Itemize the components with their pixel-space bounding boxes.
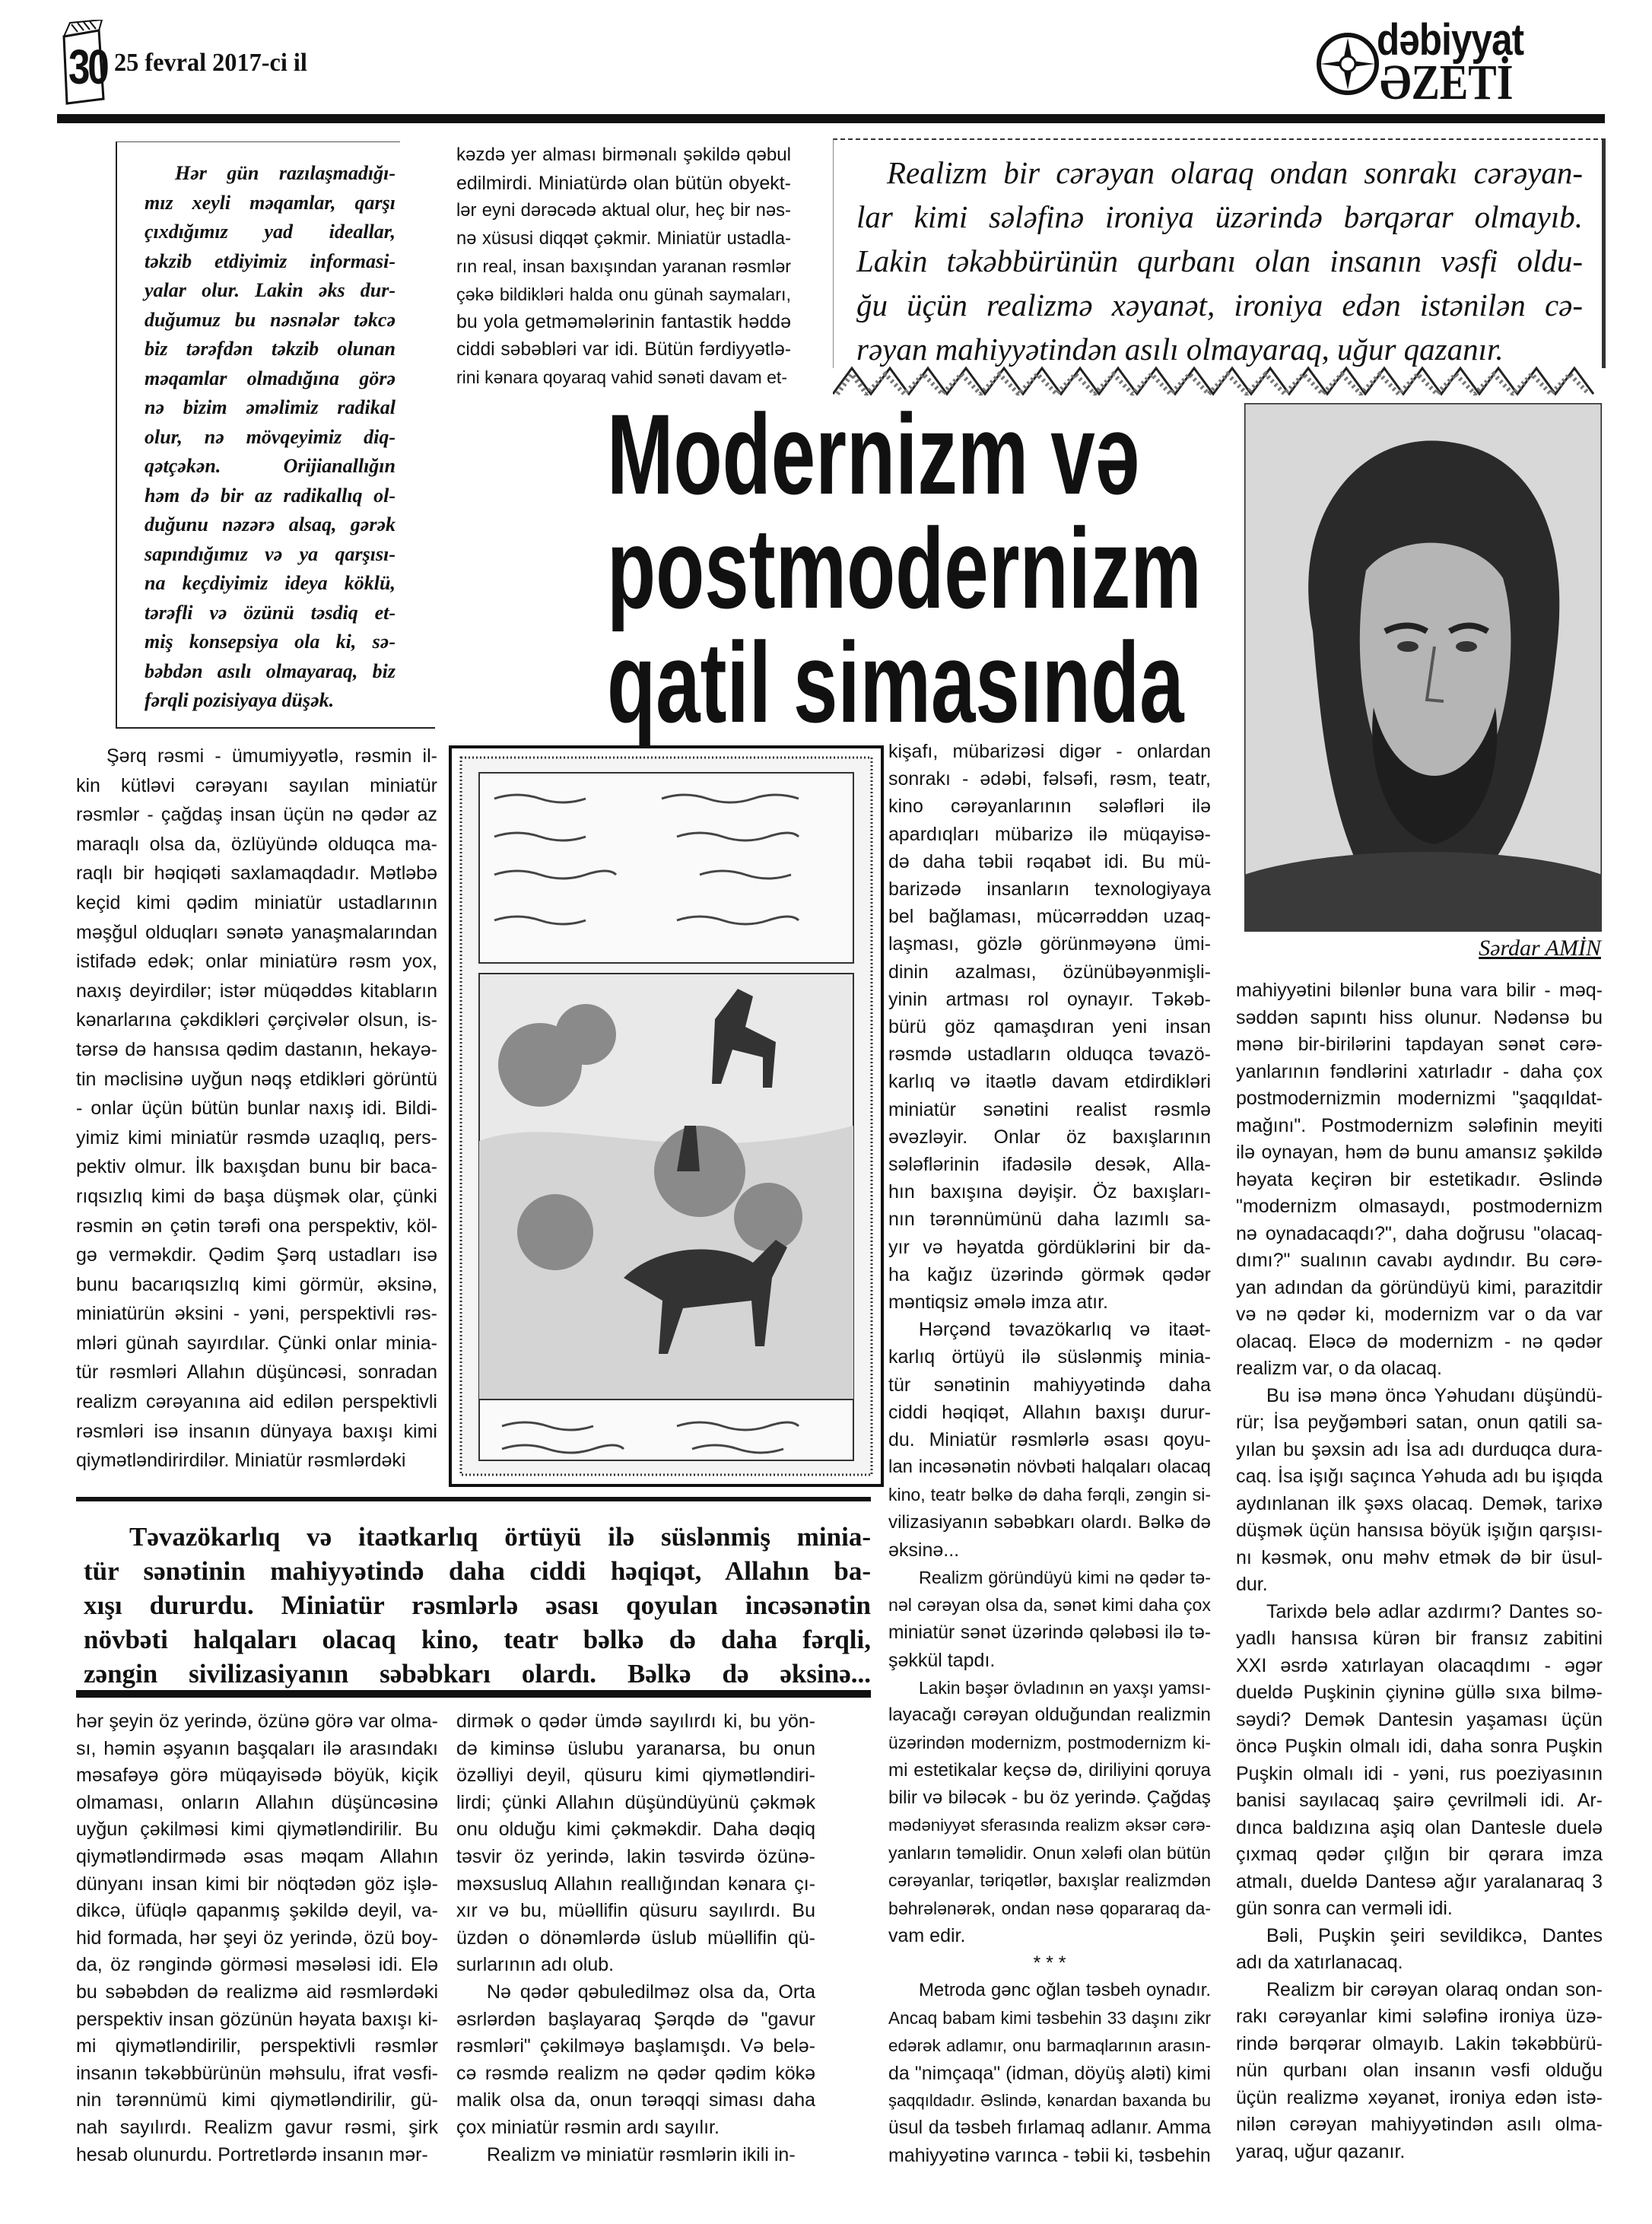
author-photo: [1244, 403, 1602, 932]
text-line: yan adından da göründüyü kimi, parazitdir: [1236, 1276, 1603, 1298]
text-line: hid formada, hər şeyi öz yerində, özü boy-: [76, 1927, 438, 1949]
text-line: nün qurbanı olan insanın vəsfi olduğu: [1236, 2060, 1603, 2081]
text-line: olmaması, onların Allahın düşüncəsinə: [76, 1791, 438, 1813]
text-line: nə oynadacaqdı?", daha doğrusu "olacaq-: [1236, 1222, 1603, 1244]
text-line: kino cərəyanlarının sələfləri ilə: [888, 796, 1211, 818]
text-line: mədəniyyət sferasında realizm əksər cərə-: [888, 1815, 1211, 1835]
pull-quote-text: [856, 151, 1583, 371]
text-line: qiymətləndirmədə əsas məqam Allahın: [76, 1845, 438, 1867]
text-line: * * *: [1033, 1952, 1066, 1974]
text-line: atmalı, dueldə Dantesə ağır yaralanaraq 3: [1236, 1870, 1603, 1892]
text-line: aydınlanan ilk şəxs olacaq. Demək, tarixə: [1236, 1492, 1603, 1514]
paragraph: [1236, 977, 1603, 1383]
text-line: kin kütləvi cərəyanı sayılan miniatür: [76, 774, 437, 796]
text-line: raqlı bir həqiqəti saxlamaqdadır. Mətləbə: [76, 863, 437, 885]
text-line: nı kəsmək, onu məhv etmək də bir üsul-: [1236, 1546, 1603, 1568]
highlight-quote: [84, 1520, 871, 1691]
text-line: də kiminsə üslubu yaranarsa, bu onun: [456, 1737, 815, 1759]
paragraph: [1236, 1923, 1603, 1977]
headline-line: Modernizm və: [607, 390, 1140, 518]
paragraph: [1236, 1977, 1603, 2166]
sidebar-quote-text: [145, 159, 396, 716]
text-line: Realizm bir cərəyan olaraq ondan son-: [1266, 1978, 1603, 2000]
text-line: barizədə insanların texnologiyaya: [888, 878, 1211, 901]
text-line: Bəli, Puşkin şeiri sevildikcə, Dantes: [1266, 1924, 1603, 1946]
text-line: lər eyni dərəcədə aktual olur, heç bir nəs-: [456, 200, 791, 221]
text-line: olacaq. Eləcə də modernizm - nə qədər: [1236, 1330, 1603, 1352]
paragraph: [888, 738, 1211, 1316]
text-line: Puşkin olmalı idi - yəni, rus poeziyasının: [1236, 1762, 1603, 1784]
text-line: yanlarının fəndlərini xatırladır - daha çox: [1236, 1060, 1603, 1082]
issue-date: 25 fevral 2017-ci il: [114, 49, 307, 77]
text-line: təsvir öz yerində, lakin təsvirdə özünə-: [456, 1845, 815, 1867]
text-line: Bu isə mənə öncə Yəhudanı düşündü-: [1266, 1384, 1603, 1406]
text-line: dünyanı insan kimi bir nöqtədən göz işlə-: [76, 1873, 438, 1895]
text-line: yanların təməlidir. Onun xələfi olan bütün: [888, 1843, 1211, 1863]
text-line: Hər gün razılaşmadığı-: [175, 162, 396, 184]
text-line: keçid kimi qədim miniatür ustadlarının: [76, 891, 437, 913]
text-line: Metroda gənc oğlan təsbeh oynadır.: [919, 1980, 1211, 2001]
text-line: tərsə də hansısa qədim dastanın, hekayə-: [76, 1038, 437, 1060]
quote-top-rule: [76, 1497, 871, 1501]
paragraph: [856, 151, 1583, 371]
page-number-badge: [59, 20, 108, 105]
text-line: mləri günah sayırdılar. Çünki onlar minia-: [76, 1332, 437, 1354]
text-line: Lakin bəşər övladının ən yaxşı yamsı-: [919, 1677, 1211, 1698]
text-line: nə bizim əməlimiz radikal: [145, 396, 396, 418]
text-line: Nə qədər qəbuledilməz olsa da, Orta: [487, 1981, 815, 2003]
text-line: növbəti halqaları olacaq kino, teatr bəlkə də daha fərqli,: [84, 1625, 871, 1654]
text-line: mahiyyətinə varınca - təbii ki, təsbehin: [888, 2145, 1211, 2167]
text-line: tin məclisinə uyğun nəqş etdikləri görüntü: [76, 1068, 437, 1090]
text-line: - onlar üçün bütün bunlar naxış idi. Bildi-: [76, 1098, 437, 1120]
text-line: özəlliyi deyil, qüsuru kimi qiymətləndiri-: [456, 1765, 815, 1787]
text-line: Tarixdə belə adlar azdırmı? Dantes so-: [1266, 1600, 1603, 1622]
text-line: lirdi; çünki Allahın düşündüyünü çəkmək: [456, 1791, 815, 1813]
text-line: tür rəsmləri Allahın düşüncəsi, sonradan: [76, 1361, 437, 1384]
text-line: du. Miniatür rəsmlərlə əsası qoyu-: [888, 1429, 1211, 1451]
newspaper-logo: [1310, 15, 1606, 110]
header-rule: [57, 114, 1605, 123]
text-line: rıqsızlıq kimi də başa düşmək olar, çünki: [76, 1185, 437, 1207]
text-line: üzərindən modernizm, postmodernizm ki-: [888, 1733, 1211, 1753]
text-line: da "nimçaqa" (idman, döyüş aləti) kimi: [888, 2062, 1211, 2084]
text-line: biz tərəfdən təkzib olunan: [145, 338, 396, 360]
text-line: rəsmlər - çağdaş insan üçün nə qədər az: [76, 804, 437, 826]
text-line: istifadə edək; onlar miniatürə rəsm yox,: [76, 951, 437, 973]
text-line: adı da xatırlanacaq.: [1236, 1952, 1403, 1973]
text-line: miniatür sənət üzərində qələbəsi ilə tə-: [888, 1622, 1211, 1643]
text-line: rın real, insan baxışından yaranan rəsmlər: [456, 256, 791, 276]
text-line: məxsusluq Allahın reallığından kənara çı-: [456, 1873, 815, 1895]
paragraph: [76, 742, 437, 1476]
text-line: vilizasiyanın səbəbkarı olardı. Bəlkə də: [888, 1511, 1211, 1533]
text-line: kino, teatr bəlkə də daha fərqli, zəngin si-: [888, 1485, 1211, 1505]
text-line: nah sayılırdı. Realizm gavur rəsmi, şirk: [76, 2116, 438, 2138]
paragraph: [888, 1977, 1211, 2169]
text-line: dımı?" sualının cavabı aydındır. Bu cərə-: [1236, 1250, 1603, 1271]
text-line: bəhrələnərək, ondan nəsə qopararaq da-: [888, 1898, 1211, 1918]
text-line: da, öz rəngində görməsi məsələsi idi. Elə: [76, 1954, 438, 1976]
text-line: bəbdən asılı olmayaraq, biz: [145, 659, 396, 682]
page-number: 30: [68, 40, 107, 94]
text-line: duğunu nəzərə alsaq, gərək: [145, 513, 396, 535]
text-line: bel bağlaması, mücərrəddən uzaq-: [888, 906, 1211, 928]
paragraph: [76, 1708, 438, 2168]
text-line: zəngin sivilizasiyanın səbəbkarı olardı. Bəlkə də əksinə...: [84, 1659, 871, 1689]
text-line: əvəzləyir. Onlar öz baxışlarının: [888, 1126, 1211, 1148]
text-line: mi estetikalar keçsə də, diriliyini qoruya: [888, 1759, 1211, 1781]
text-line: həyata keçirən bir estetikadır. Əslində: [1236, 1168, 1603, 1190]
paragraph: [1236, 1383, 1603, 1599]
text-line: şaqqıldadır. Əslində, kənardan baxanda bu: [888, 2090, 1211, 2110]
text-line: yinin artması rol oynayır. Təkəb-: [888, 988, 1211, 1010]
paragraph: [1236, 1599, 1603, 1923]
text-line: əksinə...: [888, 1539, 960, 1561]
text-line: mənə bir-birilərini tapdayan sənət cərə-: [1236, 1034, 1603, 1055]
text-line: Hərçənd təvazökarlıq və itaət-: [919, 1319, 1211, 1341]
text-line: ha kağız üzərində görmək qədər: [888, 1263, 1211, 1285]
text-line: realizm var, o da olacaq.: [1236, 1358, 1442, 1379]
text-line: kişafı, mübarizəsi digər - onlardan: [888, 741, 1211, 762]
text-line: yır və həyatda gördüklərini bir da-: [888, 1236, 1211, 1258]
text-line: ilə oynayan, həm də bunu amansız şəkildə: [1236, 1142, 1603, 1163]
text-line: çıxmaq qədər çılğın bir qərara imza: [1236, 1844, 1603, 1865]
logo-word-top: dəbiyyat: [1377, 15, 1524, 65]
text-line: də daha təbii rəqabət idi. Bu mü-: [888, 850, 1211, 872]
text-line: mız xeyli məqamlar, qarşı: [145, 191, 396, 214]
text-line: miş konsepsiya ola ki, sə-: [145, 631, 396, 653]
text-line: hər şeyin öz yerində, özünə görə var olma-: [76, 1711, 438, 1732]
text-line: Realizm və miniatür rəsmlərin ikili in-: [487, 2143, 796, 2165]
text-line: cərəyanlar, təriqətlər, baxışlar realizmdən: [888, 1870, 1211, 1891]
text-line: sonrakı - ədəbi, fəlsəfi, rəsm, teatr,: [888, 768, 1211, 790]
text-line: qətçəkən. Orijianallığın: [145, 455, 396, 477]
text-line: rəsmin ən çətin tərəfi ona perspektiv, köl-: [76, 1215, 437, 1237]
text-line: Təvazökarlıq və itaətkarlıq örtüyü ilə süslənmiş minia-: [129, 1522, 871, 1552]
text-line: tür sənətinin mahiyyətində daha ciddi həqiqət, Allahın ba-: [84, 1556, 871, 1586]
text-line: rində bərqərar olmayıb. Lakin təkəbbürü-: [1236, 2032, 1603, 2054]
article-column-left: [76, 742, 437, 1476]
text-line: bürü göz qamaşdıran yeni insan: [888, 1016, 1211, 1038]
pull-quote-box: [833, 138, 1606, 368]
text-line: dınca baldızına aşiq olan Dantesle duelə: [1236, 1816, 1603, 1838]
text-line: ğu üçün realizmə xəyanət, ironiya edən istənilən cə-: [856, 288, 1583, 322]
text-line: fərqli pozisiyaya düşək.: [145, 689, 335, 711]
text-line: gün sonra can verməli idi.: [1236, 1898, 1453, 1919]
text-line: karlıq və itaətlə davam etdirdikləri: [888, 1071, 1211, 1093]
paragraph: [456, 1708, 815, 1979]
text-line: məşğul olduqları sənətə yanaşmalarından: [76, 921, 437, 943]
text-line: XXI əsrdə xatırlayan olacaqdımı - əgər: [1236, 1654, 1603, 1676]
text-line: yadlı hansısa kürən bir fransız zabitini: [1236, 1628, 1603, 1649]
text-line: tərəfli və özünü təsdiq et-: [145, 601, 396, 624]
text-line: əsrlərdən başlayaraq Şərqdə də "gavur: [456, 2008, 815, 2030]
text-line: sələflərinin ifadəsilə desək, Alla-: [888, 1154, 1211, 1176]
text-line: Ancaq babam kimi təsbehin 33 daşını zikr: [888, 2008, 1211, 2029]
text-line: rür; İsa peyğəmbəri satan, onun qatili sa-: [1236, 1412, 1603, 1433]
text-line: rakı cərəyanlar kimi sələfinə ironiya üzə-: [1236, 2006, 1603, 2027]
text-line: məqamlar olmadığına görə: [145, 367, 396, 389]
text-line: yimiz kimi miniatür rəsmdə uzaqlıq, pers-: [76, 1126, 437, 1149]
text-line: "modernizm olmasaydı, postmodernizm: [1236, 1196, 1603, 1217]
text-line: tür sənətinin mahiyyətində daha: [888, 1374, 1211, 1396]
text-line: onu olduğu kimi çəkməkdir. Daha dəqiq: [456, 1819, 815, 1841]
sidebar-divider: [116, 727, 435, 729]
text-line: insanın təkəbbürünün məhsulu, ifrat vəsfi-: [76, 2062, 438, 2084]
miniature-painting: [449, 745, 884, 1487]
text-line: lan incəsənətin növbəti halqaları olacaq: [888, 1457, 1211, 1478]
text-line: apardıqları mübarizə ilə müqayisə-: [888, 823, 1211, 845]
text-line: surlarının adı olub.: [456, 1954, 615, 1976]
text-line: çəkə bildikləri halda onu günah saymaları,: [456, 284, 791, 304]
text-line: bu səbəbdən də realizmə aid rəsmlərdəki: [76, 1981, 438, 2003]
quote-bottom-rule: [76, 1690, 871, 1698]
paragraph: [888, 1316, 1211, 1564]
paragraph: [456, 141, 791, 392]
text-line: rini kənara qoyaraq vahid sənəti davam et-: [456, 367, 787, 387]
article-column-top: [456, 141, 791, 392]
text-line: gə verməkdir. Qədim Şərq ustadları isə: [76, 1244, 437, 1266]
text-line: mahiyyətini bilənlər buna vara bilir - məq-: [1236, 980, 1603, 1001]
text-line: sapındığımız və ya qarşısı-: [145, 542, 396, 565]
text-line: xır və bu, müəllifin qüsuru sayılırdı. Bu: [456, 1900, 815, 1922]
text-line: rəsmdə ustadların olduqca təvazö-: [888, 1044, 1211, 1066]
text-line: postmodernizmin modernizmi "şaqqıldat-: [1236, 1088, 1603, 1109]
text-line: mağını". Postmodernizm sələfinin meyiti: [1236, 1114, 1603, 1136]
text-line: yaraq, uğur qazanır.: [1236, 2140, 1406, 2162]
text-line: maraqlı olsa da, özlüyündə olduqca ma-: [76, 833, 437, 855]
text-line: Lakin təkəbbürünün qurbanı olan insanın vəsfi oldu-: [856, 243, 1583, 278]
text-line: duğumuz bu nəsnələr təkcə: [145, 308, 396, 331]
text-line: sı, həmin əşyanın başqaları ilə arasındakı: [76, 1737, 438, 1759]
text-line: çıxdığımız yad ideallar,: [145, 221, 396, 243]
text-line: dirmək o qədər ümdə sayılırdı ki, bu yön-: [456, 1711, 815, 1732]
text-line: Şərq rəsmi - ümumiyyətlə, rəsmin il-: [106, 745, 437, 767]
text-line: uyğun çəkilməsi kimi qiymətləndirilir. Bu: [76, 1819, 438, 1841]
text-line: laşması, gözlə görünməyənə ümi-: [888, 933, 1211, 955]
text-line: bilir və biləcək - bu öz yerində. Çağdaş: [888, 1787, 1211, 1808]
text-line: rəsmləri isə insanın dünyaya baxışı kimi: [76, 1420, 437, 1442]
paragraph: [888, 1564, 1211, 1674]
text-line: malik olsa da, onun tərəqqi siması daha: [456, 2089, 815, 2111]
text-line: Realizm göründüyü kimi nə qədər tə-: [919, 1568, 1211, 1588]
text-line: karlıq örtüyü ilə süslənmiş minia-: [888, 1346, 1211, 1368]
text-line: vam edir.: [888, 1924, 966, 1946]
text-line: nın tərənnümünü daha lazımlı sa-: [888, 1209, 1211, 1231]
article-column-bottom-b: [456, 1708, 815, 2168]
text-line: səydi? Demək Dantesin yaşaması üçün: [1236, 1708, 1603, 1730]
text-line: olur, nə mövqeyimiz diq-: [145, 425, 396, 448]
text-line: hesab olunurdu. Portretlərdə insanın mər-: [76, 2143, 428, 2165]
text-line: nə xüsusi diqqət çəkmir. Miniatür ustadla-: [456, 228, 791, 249]
text-line: bu yola getməmələrinin fantastik həddə: [456, 311, 791, 332]
text-line: dueldə Puşkinin çiyninə güllə sıxa bilmə-: [1236, 1682, 1603, 1703]
headline-line: postmodernizm: [607, 504, 1202, 632]
text-line: rəsmləri" çəkilməyə başlamışdı. Və belə-: [456, 2035, 815, 2057]
text-line: yılan bu şəxsin adı İsa adı durduqca dura-: [1236, 1438, 1603, 1460]
headline-line: qatil simasında: [607, 618, 1184, 746]
text-line: mi qiymətləndirilir, perspektivli rəsmlər: [76, 2035, 438, 2057]
text-line: dikcə, üfüqlə qapanmış şəkildə deyil, va-: [76, 1900, 438, 1922]
paragraph: [145, 159, 396, 716]
text-line: və nə qədər ki, modernizm var o da var: [1236, 1304, 1603, 1325]
paragraph: [888, 1674, 1211, 1949]
text-line: edilmirdi. Miniatürdə olan bütün obyekt-: [456, 172, 791, 194]
text-line: nəl cərəyan olsa da, sənət kimi daha çox: [888, 1595, 1211, 1616]
text-line: dur.: [1236, 1574, 1268, 1595]
text-line: nilən cərəyan mahiyyətindən asılı olma-: [1236, 2114, 1603, 2135]
text-line: üzdən o dönəmlərdə üslub müəllifin qü-: [456, 1927, 815, 1949]
text-line: caq. İsa işığı saçınca Yəhuda adı bu işıqda: [1236, 1466, 1603, 1487]
text-line: səddən sapıntı hiss olunur. Nədənsə bu: [1236, 1006, 1603, 1028]
text-line: üsul da təsbeh fırlamaq adlanır. Amma: [888, 2118, 1211, 2139]
text-line: üçün realizmə xəyanət, ironiya edən istə-: [1236, 2086, 1603, 2108]
logo-word-bottom: ƏZETİ: [1380, 55, 1514, 110]
text-line: yalar olur. Lakin əks dur-: [145, 279, 396, 301]
text-line: realizm cərəyanına aid edilən perspektivli: [76, 1391, 437, 1413]
paragraph: [456, 1979, 815, 2142]
text-line: cə rəsmdə realizm nə qədər qədim kökə: [456, 2062, 815, 2084]
text-line: məsafəyə görə müqayisədə böyük, kiçik: [76, 1765, 438, 1787]
article-column-bottom-a: [76, 1708, 438, 2168]
text-line: məntiqsiz əmələ imza atır.: [888, 1292, 1108, 1314]
text-line: ciddi həqiqət, Allahın baxışı durur-: [888, 1401, 1211, 1423]
text-line: rəyan mahiyyətindən asılı olmayaraq, uğur qazanır.: [856, 332, 1504, 367]
text-line: çox miniatür rəsmin ardı sayılır.: [456, 2116, 720, 2138]
text-line: həm də bir az radikallıq ol-: [145, 484, 396, 507]
article-column-middle: [888, 738, 1211, 2170]
emblem-icon: [1310, 20, 1386, 105]
text-line: kəzdə yer alması birmənalı şəkildə qəbul: [456, 145, 791, 165]
text-line: nin tərənnümü kimi qiymətləndirilir, gü-: [76, 2089, 438, 2111]
text-line: miniatürün əksini - yəni, perspektivli rəs-: [76, 1303, 437, 1325]
text-line: şəkkül tapdı.: [888, 1649, 996, 1671]
text-line: na keçdiyimiz ideya köklü,: [145, 572, 396, 594]
text-line: bunu bacarıqsızlıq kimi görmür, əksinə,: [76, 1273, 437, 1295]
paragraph: [84, 1520, 871, 1691]
text-line: qiymətləndirirdilər. Miniatür rəsmlərdəki: [76, 1450, 406, 1472]
text-line: perspektiv insan gözünün həyata baxışı ki-: [76, 2008, 438, 2030]
author-byline: Sərdar AMİN: [1479, 936, 1601, 961]
sidebar-quote-box: [116, 141, 400, 728]
text-line: edərək adlamır, onu barmaqlarının arasın-: [888, 2035, 1211, 2055]
text-line: düşmək üçün hansısa böyük işığın qarşısı-: [1236, 1520, 1603, 1541]
text-line: ciddi səbəbləri var idi. Bütün fərdiyyətlə-: [456, 338, 791, 360]
text-line: layacağı cərəyan olduğundan realizmin: [888, 1705, 1211, 1726]
text-line: banisi sayılacaq şairə çevrilməli idi. Ar-: [1236, 1790, 1603, 1811]
text-line: miniatür sənətini realist rəsmlə: [888, 1098, 1211, 1120]
paragraph: [456, 2142, 815, 2169]
article-headline: [502, 390, 1202, 746]
paragraph: [888, 1949, 1211, 1977]
text-line: öncə Puşkin olmalı idi, daha sonra Puşkin: [1236, 1736, 1603, 1757]
text-line: Realizm bir cərəyan olaraq ondan sonrakı cərəyan-: [887, 155, 1583, 190]
text-line: xışı dururdu. Miniatür rəsmlərlə əsası qoyulan incəsənətin: [84, 1590, 871, 1620]
text-line: hın baxışına dəyişir. Öz baxışları-: [888, 1181, 1211, 1203]
text-line: kənarlarına çəkdikləri çərçivələr olsun, is-: [76, 1009, 437, 1031]
text-line: naxış deyirdilər; istər müqəddəs kitabların: [76, 980, 437, 1002]
text-line: təkzib etdiyimiz informasi-: [145, 249, 396, 272]
text-line: pektiv olmur. İlk baxışdan bunu bir baca-: [76, 1156, 437, 1178]
text-line: dinin azalması, özünübəyənmişli-: [888, 961, 1211, 983]
text-line: lar kimi sələfinə ironiya üzərində bərqərar olmayıb.: [856, 199, 1583, 234]
article-column-right: [1236, 977, 1603, 2165]
